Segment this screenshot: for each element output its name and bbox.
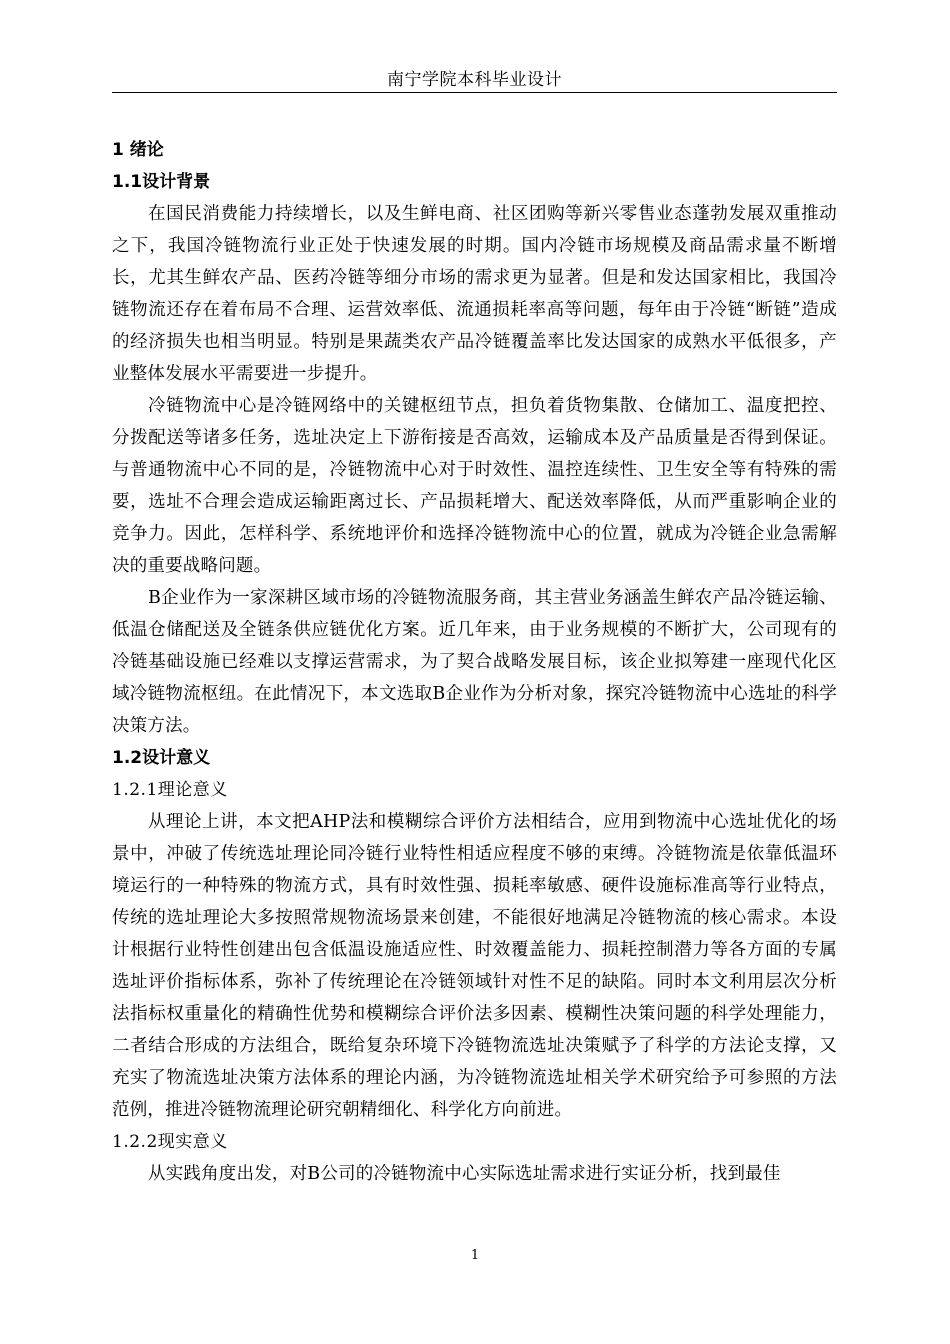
paragraph-1-1-1: 在国民消费能力持续增长，以及生鲜电商、社区团购等新兴零售业态蓬勃发展双重推动之下，我国冷链物流行业正处于快速发展的时期。国内冷链市场规模及商品需求量不断增长，尤其生鲜农产品、医药冷链等细分市场的需求更为显著。但是和发达国家相比，我国冷链物流还存在着布局不合理、运营效率低、流通损耗率高等问题，每年由于冷链“断链”造成的经济损失也相当明显。特别是果蔬类农产品冷链覆盖率比发达国家的成熟水平低很多，产业整体发展水平需要进一步提升。 bbox=[112, 204, 837, 384]
page-header: 南宁学院本科毕业设计 bbox=[387, 70, 562, 90]
subsection-title-1-2-1: 1.2.1理论意义 bbox=[112, 780, 228, 800]
paragraph-1-1-3: B企业作为一家深耕区域市场的冷链物流服务商，其主营业务涵盖生鲜农产品冷链运输、低温仓储配送及全链条供应链优化方案。近几年来，由于业务规模的不断扩大，公司现有的冷链基础设施已经难以支撑运营需求，为了契合战略发展目标，该企业拟筹建一座现代化区域冷链物流枢纽。在此情况下，本文选取B企业作为分析对象，探究冷链物流中心选址的科学决策方法。 bbox=[112, 588, 837, 736]
document-body bbox=[112, 134, 837, 1190]
paragraph-1-2-2: 从实践角度出发，对B公司的冷链物流中心实际选址需求进行实证分析，找到最佳 bbox=[148, 1164, 781, 1184]
paragraph-1-2-1: 从理论上讲，本文把AHP法和模糊综合评价方法相结合，应用到物流中心选址优化的场景中，冲破了传统选址理论同冷链行业特性相适应程度不够的束缚。冷链物流是依靠低温环境运行的一种特殊的物流方式，具有时效性强、损耗率敏感、硬件设施标准高等行业特点，传统的选址理论大多按照常规物流场景来创建，不能很好地满足冷链物流的核心需求。本设计根据行业特性创建出包含低温设施适应性、时效覆盖能力、损耗控制潜力等各方面的专属选址评价指标体系，弥补了传统理论在冷链领域针对性不足的缺陷。同时本文利用层次分析法指标权重量化的精确性优势和模糊综合评价法多因素、模糊性决策问题的科学处理能力，二者结合形成的方法组合，既给复杂环境下冷链物流选址决策赋予了科学的方法论支撑，又充实了物流选址决策方法体系的理论内涵，为冷链物流选址相关学术研究给予可参照的方法范例，推进冷链物流理论研究朝精细化、科学化方向前进。 bbox=[112, 812, 837, 1120]
page-number: 1 bbox=[470, 1248, 480, 1263]
section-title-1-1: 1.1设计背景 bbox=[112, 172, 211, 192]
subsection-title-1-2-2: 1.2.2现实意义 bbox=[112, 1132, 228, 1152]
chapter-title: 1 绪论 bbox=[112, 140, 164, 160]
section-title-1-2: 1.2设计意义 bbox=[112, 748, 211, 768]
header-divider bbox=[112, 92, 837, 93]
paragraph-1-1-2: 冷链物流中心是冷链网络中的关键枢纽节点，担负着货物集散、仓储加工、温度把控、分拨配送等诸多任务，选址决定上下游衔接是否高效，运输成本及产品质量是否得到保证。与普通物流中心不同的是，冷链物流中心对于时效性、温控连续性、卫生安全等有特殊的需要，选址不合理会造成运输距离过长、产品损耗增大、配送效率降低，从而严重影响企业的竞争力。因此，怎样科学、系统地评价和选择冷链物流中心的位置，就成为冷链企业急需解决的重要战略问题。 bbox=[112, 396, 837, 576]
